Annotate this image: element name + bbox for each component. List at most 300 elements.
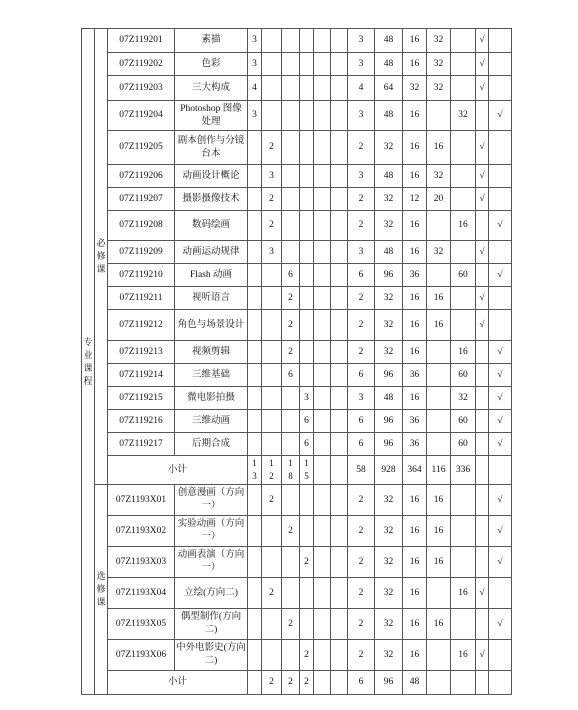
code-cell: 07Z119202 — [108, 53, 175, 76]
sem3-cell — [282, 101, 300, 131]
credits-cell: 2 — [348, 578, 375, 609]
credits-cell: 6 — [348, 433, 375, 456]
exam-mark-cell — [476, 547, 489, 578]
credits-cell: 2 — [348, 516, 375, 547]
course-name-cell: 三维基础 — [175, 364, 248, 387]
table-row — [82, 76, 512, 101]
check-mark-cell: √ — [489, 101, 512, 131]
lab-hours-cell — [451, 516, 476, 547]
course-name-cell: 微电影拍摄 — [175, 387, 248, 410]
sem5-cell — [314, 165, 331, 188]
sem5-cell — [314, 76, 331, 101]
sem5-cell — [314, 101, 331, 131]
course-name-cell: 色彩 — [175, 53, 248, 76]
subtotal-label: 小计 — [108, 671, 248, 695]
course-name-cell: 立绘(方向二) — [175, 578, 248, 609]
group-label-required-text: 必修课 — [96, 238, 106, 274]
sem4-cell — [300, 287, 314, 310]
credits-cell: 2 — [348, 211, 375, 241]
sem3-cell — [282, 485, 300, 516]
sem6-cell — [331, 29, 348, 53]
table-row — [82, 578, 512, 609]
credits-cell: 3 — [348, 29, 375, 53]
code-cell: 07Z1193X02 — [108, 516, 175, 547]
sem6-cell — [331, 485, 348, 516]
lab-hours-cell — [451, 241, 476, 264]
check-mark-cell: √ — [489, 211, 512, 241]
sem3-cell: 2 — [282, 516, 300, 547]
total-hours-cell: 32 — [375, 640, 403, 671]
practice-hours-cell: 32 — [427, 241, 451, 264]
sem3-cell: 2 — [282, 310, 300, 341]
credits-cell: 2 — [348, 341, 375, 364]
subtotal-row — [82, 671, 512, 695]
theory-hours-cell: 16 — [403, 211, 427, 241]
code-cell: 07Z119207 — [108, 188, 175, 211]
code-cell: 07Z119205 — [108, 131, 175, 165]
exam-mark-cell — [476, 387, 489, 410]
lab-hours-cell — [451, 76, 476, 101]
theory-hours-cell: 16 — [403, 387, 427, 410]
practice-hours-cell — [427, 433, 451, 456]
sem4-cell: 2 — [300, 640, 314, 671]
subtotal-cell — [331, 671, 348, 695]
lab-hours-cell: 32 — [451, 387, 476, 410]
sem1-cell — [248, 287, 262, 310]
total-hours-cell: 32 — [375, 341, 403, 364]
practice-hours-cell: 32 — [427, 29, 451, 53]
table-row — [82, 516, 512, 547]
check-mark-cell: √ — [489, 364, 512, 387]
practice-hours-cell: 16 — [427, 287, 451, 310]
practice-hours-cell: 32 — [427, 76, 451, 101]
course-name-cell: 创意漫画（方向一） — [175, 485, 248, 516]
exam-mark-cell — [476, 410, 489, 433]
table-row — [82, 131, 512, 165]
course-name-cell: 视频剪辑 — [175, 341, 248, 364]
subtotal-cell — [248, 671, 262, 695]
sem6-cell — [331, 310, 348, 341]
sem2-cell — [262, 76, 282, 101]
sem2-cell — [262, 310, 282, 341]
table-row — [82, 433, 512, 456]
sem6-cell — [331, 188, 348, 211]
total-hours-cell: 48 — [375, 165, 403, 188]
subtotal-label: 小计 — [108, 456, 248, 485]
check-mark-cell: √ — [489, 547, 512, 578]
sem5-cell — [314, 485, 331, 516]
total-hours-cell: 32 — [375, 609, 403, 640]
check-mark-cell: √ — [489, 264, 512, 287]
sem5-cell — [314, 433, 331, 456]
group-label-elective — [95, 485, 108, 695]
subtotal-sem-cell — [282, 456, 300, 485]
table-row — [82, 241, 512, 264]
sem4-cell — [300, 53, 314, 76]
exam-mark-cell: √ — [476, 640, 489, 671]
sem1-cell — [248, 640, 262, 671]
credits-cell: 6 — [348, 410, 375, 433]
credits-cell: 6 — [348, 364, 375, 387]
sem1-cell — [248, 241, 262, 264]
table-row — [82, 410, 512, 433]
group-label-required — [95, 29, 108, 485]
check-mark-cell: √ — [489, 433, 512, 456]
sem5-cell — [314, 211, 331, 241]
group-label-elective-text: 选修课 — [96, 571, 106, 607]
subtotal-sem-cell — [300, 456, 314, 485]
sem1-cell — [248, 485, 262, 516]
sem3-cell — [282, 165, 300, 188]
course-name-cell: 动画表演（方向一） — [175, 547, 248, 578]
theory-hours-cell: 16 — [403, 310, 427, 341]
sem1-cell — [248, 433, 262, 456]
sem5-cell — [314, 364, 331, 387]
sem3-cell — [282, 76, 300, 101]
sem5-cell — [314, 53, 331, 76]
practice-hours-cell: 16 — [427, 547, 451, 578]
credits-cell: 2 — [348, 640, 375, 671]
sem2-cell — [262, 547, 282, 578]
subtotal-cell: 116 — [427, 456, 451, 485]
lab-hours-cell: 60 — [451, 364, 476, 387]
sem4-cell — [300, 310, 314, 341]
check-mark-cell — [489, 640, 512, 671]
theory-hours-cell: 16 — [403, 609, 427, 640]
lab-hours-cell — [451, 547, 476, 578]
sem1-cell — [248, 410, 262, 433]
table-row — [82, 387, 512, 410]
code-cell: 07Z1193X04 — [108, 578, 175, 609]
sem2-cell — [262, 29, 282, 53]
total-hours-cell: 96 — [375, 410, 403, 433]
subtotal-sem-cell-text: 18 — [288, 458, 293, 481]
course-name-cell: 三维动画 — [175, 410, 248, 433]
subtotal-cell — [451, 671, 476, 695]
sem1-cell — [248, 211, 262, 241]
sem2-cell — [262, 364, 282, 387]
sem6-cell — [331, 101, 348, 131]
subtotal-cell: 6 — [348, 671, 375, 695]
sem6-cell — [331, 387, 348, 410]
sem4-cell — [300, 211, 314, 241]
code-cell: 07Z119216 — [108, 410, 175, 433]
code-cell: 07Z119213 — [108, 341, 175, 364]
sem2-cell: 3 — [262, 241, 282, 264]
practice-hours-cell — [427, 364, 451, 387]
total-hours-cell: 32 — [375, 578, 403, 609]
code-cell: 07Z119203 — [108, 76, 175, 101]
subtotal-cell: 48 — [403, 671, 427, 695]
subtotal-sem-cell — [248, 456, 262, 485]
sem4-cell — [300, 101, 314, 131]
sem4-cell — [300, 241, 314, 264]
course-name-cell: 中外电影史(方向二) — [175, 640, 248, 671]
course-name-cell: 实验动画（方向一） — [175, 516, 248, 547]
theory-hours-cell: 16 — [403, 341, 427, 364]
theory-hours-cell: 16 — [403, 516, 427, 547]
sem3-cell — [282, 53, 300, 76]
exam-mark-cell: √ — [476, 53, 489, 76]
exam-mark-cell: √ — [476, 29, 489, 53]
lab-hours-cell — [451, 287, 476, 310]
lab-hours-cell — [451, 131, 476, 165]
course-plan-table — [81, 28, 512, 695]
sem2-cell — [262, 53, 282, 76]
sem1-cell — [248, 188, 262, 211]
course-name-cell: 视听语言 — [175, 287, 248, 310]
exam-mark-cell — [476, 364, 489, 387]
practice-hours-cell — [427, 341, 451, 364]
theory-hours-cell: 16 — [403, 131, 427, 165]
exam-mark-cell: √ — [476, 131, 489, 165]
total-hours-cell: 32 — [375, 188, 403, 211]
sem2-cell: 2 — [262, 211, 282, 241]
sem6-cell — [331, 287, 348, 310]
practice-hours-cell: 20 — [427, 188, 451, 211]
sem2-cell — [262, 433, 282, 456]
subtotal-cell: 2 — [300, 671, 314, 695]
sem6-cell — [331, 410, 348, 433]
table-row — [82, 640, 512, 671]
theory-hours-cell: 16 — [403, 165, 427, 188]
sem1-cell — [248, 547, 262, 578]
total-hours-cell: 48 — [375, 387, 403, 410]
sem6-cell — [331, 433, 348, 456]
sem5-cell — [314, 188, 331, 211]
lab-hours-cell — [451, 485, 476, 516]
group-label-professional — [82, 29, 95, 695]
subtotal-cell: 96 — [375, 671, 403, 695]
exam-mark-cell: √ — [476, 241, 489, 264]
subtotal-cell — [314, 456, 331, 485]
code-cell: 07Z1193X01 — [108, 485, 175, 516]
sem5-cell — [314, 131, 331, 165]
sem4-cell: 6 — [300, 433, 314, 456]
practice-hours-cell: 16 — [427, 485, 451, 516]
lab-hours-cell: 60 — [451, 410, 476, 433]
sem3-cell — [282, 131, 300, 165]
sem5-cell — [314, 29, 331, 53]
exam-mark-cell — [476, 609, 489, 640]
check-mark-cell: √ — [489, 410, 512, 433]
sem3-cell — [282, 211, 300, 241]
code-cell: 07Z119201 — [108, 29, 175, 53]
sem1-cell — [248, 310, 262, 341]
code-cell: 07Z1193X05 — [108, 609, 175, 640]
total-hours-cell: 32 — [375, 287, 403, 310]
sem3-cell — [282, 640, 300, 671]
sem2-cell — [262, 101, 282, 131]
sem6-cell — [331, 211, 348, 241]
sem3-cell: 6 — [282, 264, 300, 287]
table-row — [82, 609, 512, 640]
sem4-cell — [300, 341, 314, 364]
code-cell: 07Z119212 — [108, 310, 175, 341]
sem4-cell — [300, 165, 314, 188]
credits-cell: 6 — [348, 264, 375, 287]
total-hours-cell: 48 — [375, 29, 403, 53]
subtotal-cell — [427, 671, 451, 695]
sem4-cell — [300, 76, 314, 101]
lab-hours-cell: 32 — [451, 101, 476, 131]
check-mark-cell — [489, 310, 512, 341]
theory-hours-cell: 16 — [403, 53, 427, 76]
total-hours-cell: 96 — [375, 364, 403, 387]
practice-hours-cell — [427, 640, 451, 671]
sem6-cell — [331, 76, 348, 101]
credits-cell: 2 — [348, 287, 375, 310]
credits-cell: 2 — [348, 310, 375, 341]
course-name-cell: Flash 动画 — [175, 264, 248, 287]
practice-hours-cell: 32 — [427, 53, 451, 76]
total-hours-cell: 32 — [375, 516, 403, 547]
table-row — [82, 547, 512, 578]
subtotal-sem-cell — [262, 456, 282, 485]
sem2-cell — [262, 287, 282, 310]
sem5-cell — [314, 264, 331, 287]
sem2-cell: 2 — [262, 485, 282, 516]
code-cell: 07Z119217 — [108, 433, 175, 456]
subtotal-cell: 2 — [262, 671, 282, 695]
lab-hours-cell — [451, 310, 476, 341]
lab-hours-cell — [451, 188, 476, 211]
check-mark-cell: √ — [489, 341, 512, 364]
total-hours-cell: 96 — [375, 433, 403, 456]
lab-hours-cell: 16 — [451, 578, 476, 609]
sem6-cell — [331, 341, 348, 364]
theory-hours-cell: 16 — [403, 29, 427, 53]
theory-hours-cell: 36 — [403, 264, 427, 287]
check-mark-cell: √ — [489, 387, 512, 410]
credits-cell: 2 — [348, 609, 375, 640]
lab-hours-cell: 60 — [451, 433, 476, 456]
sem5-cell — [314, 547, 331, 578]
sem3-cell: 6 — [282, 364, 300, 387]
theory-hours-cell: 12 — [403, 188, 427, 211]
check-mark-cell: √ — [489, 485, 512, 516]
sem6-cell — [331, 516, 348, 547]
sem6-cell — [331, 547, 348, 578]
sem5-cell — [314, 609, 331, 640]
exam-mark-cell — [476, 433, 489, 456]
sem1-cell: 3 — [248, 53, 262, 76]
credits-cell: 3 — [348, 165, 375, 188]
check-mark-cell: √ — [489, 516, 512, 547]
sem4-cell — [300, 188, 314, 211]
code-cell: 07Z119214 — [108, 364, 175, 387]
course-name-cell: 角色与场景设计 — [175, 310, 248, 341]
sem1-cell: 3 — [248, 101, 262, 131]
sem5-cell — [314, 410, 331, 433]
theory-hours-cell: 16 — [403, 578, 427, 609]
exam-mark-cell — [476, 485, 489, 516]
sem2-cell: 2 — [262, 188, 282, 211]
practice-hours-cell: 16 — [427, 310, 451, 341]
total-hours-cell: 48 — [375, 101, 403, 131]
practice-hours-cell: 16 — [427, 516, 451, 547]
theory-hours-cell: 36 — [403, 364, 427, 387]
check-mark-cell: √ — [489, 609, 512, 640]
total-hours-cell: 64 — [375, 76, 403, 101]
credits-cell: 3 — [348, 387, 375, 410]
sem6-cell — [331, 131, 348, 165]
exam-mark-cell — [476, 211, 489, 241]
sem5-cell — [314, 341, 331, 364]
table-row — [82, 165, 512, 188]
table-row — [82, 53, 512, 76]
exam-mark-cell — [476, 101, 489, 131]
sem1-cell — [248, 165, 262, 188]
sem3-cell — [282, 433, 300, 456]
course-name-cell: 素描 — [175, 29, 248, 53]
lab-hours-cell: 16 — [451, 211, 476, 241]
sem1-cell — [248, 364, 262, 387]
exam-mark-cell — [476, 341, 489, 364]
sem2-cell — [262, 264, 282, 287]
sem5-cell — [314, 387, 331, 410]
practice-hours-cell: 16 — [427, 609, 451, 640]
lab-hours-cell: 60 — [451, 264, 476, 287]
exam-mark-cell: √ — [476, 287, 489, 310]
subtotal-cell: 336 — [451, 456, 476, 485]
table-row — [82, 310, 512, 341]
sem5-cell — [314, 578, 331, 609]
check-mark-cell — [489, 578, 512, 609]
table-row — [82, 211, 512, 241]
sem6-cell — [331, 241, 348, 264]
sem2-cell: 3 — [262, 165, 282, 188]
sem1-cell: 4 — [248, 76, 262, 101]
sem2-cell — [262, 410, 282, 433]
sem6-cell — [331, 578, 348, 609]
sem1-cell: 3 — [248, 29, 262, 53]
lab-hours-cell — [451, 53, 476, 76]
course-name-cell: 剧本创作与分镜台本 — [175, 131, 248, 165]
table-row — [82, 485, 512, 516]
lab-hours-cell: 16 — [451, 341, 476, 364]
table-row — [82, 287, 512, 310]
sem3-cell — [282, 188, 300, 211]
code-cell: 07Z119206 — [108, 165, 175, 188]
sem6-cell — [331, 609, 348, 640]
sem4-cell: 2 — [300, 547, 314, 578]
subtotal-sem-cell-text: 13 — [252, 458, 257, 481]
exam-mark-cell: √ — [476, 578, 489, 609]
sem3-cell — [282, 241, 300, 264]
theory-hours-cell: 16 — [403, 287, 427, 310]
table-row — [82, 364, 512, 387]
code-cell: 07Z1193X06 — [108, 640, 175, 671]
theory-hours-cell: 16 — [403, 485, 427, 516]
practice-hours-cell — [427, 211, 451, 241]
credits-cell: 2 — [348, 188, 375, 211]
table-row — [82, 188, 512, 211]
total-hours-cell: 48 — [375, 241, 403, 264]
sem6-cell — [331, 640, 348, 671]
exam-mark-cell: √ — [476, 165, 489, 188]
lab-hours-cell: 16 — [451, 640, 476, 671]
sem3-cell: 2 — [282, 341, 300, 364]
sem4-cell — [300, 264, 314, 287]
sem1-cell — [248, 387, 262, 410]
credits-cell: 3 — [348, 241, 375, 264]
sem1-cell — [248, 341, 262, 364]
subtotal-row — [82, 456, 512, 485]
exam-mark-cell — [476, 264, 489, 287]
theory-hours-cell: 16 — [403, 640, 427, 671]
sem4-cell — [300, 131, 314, 165]
